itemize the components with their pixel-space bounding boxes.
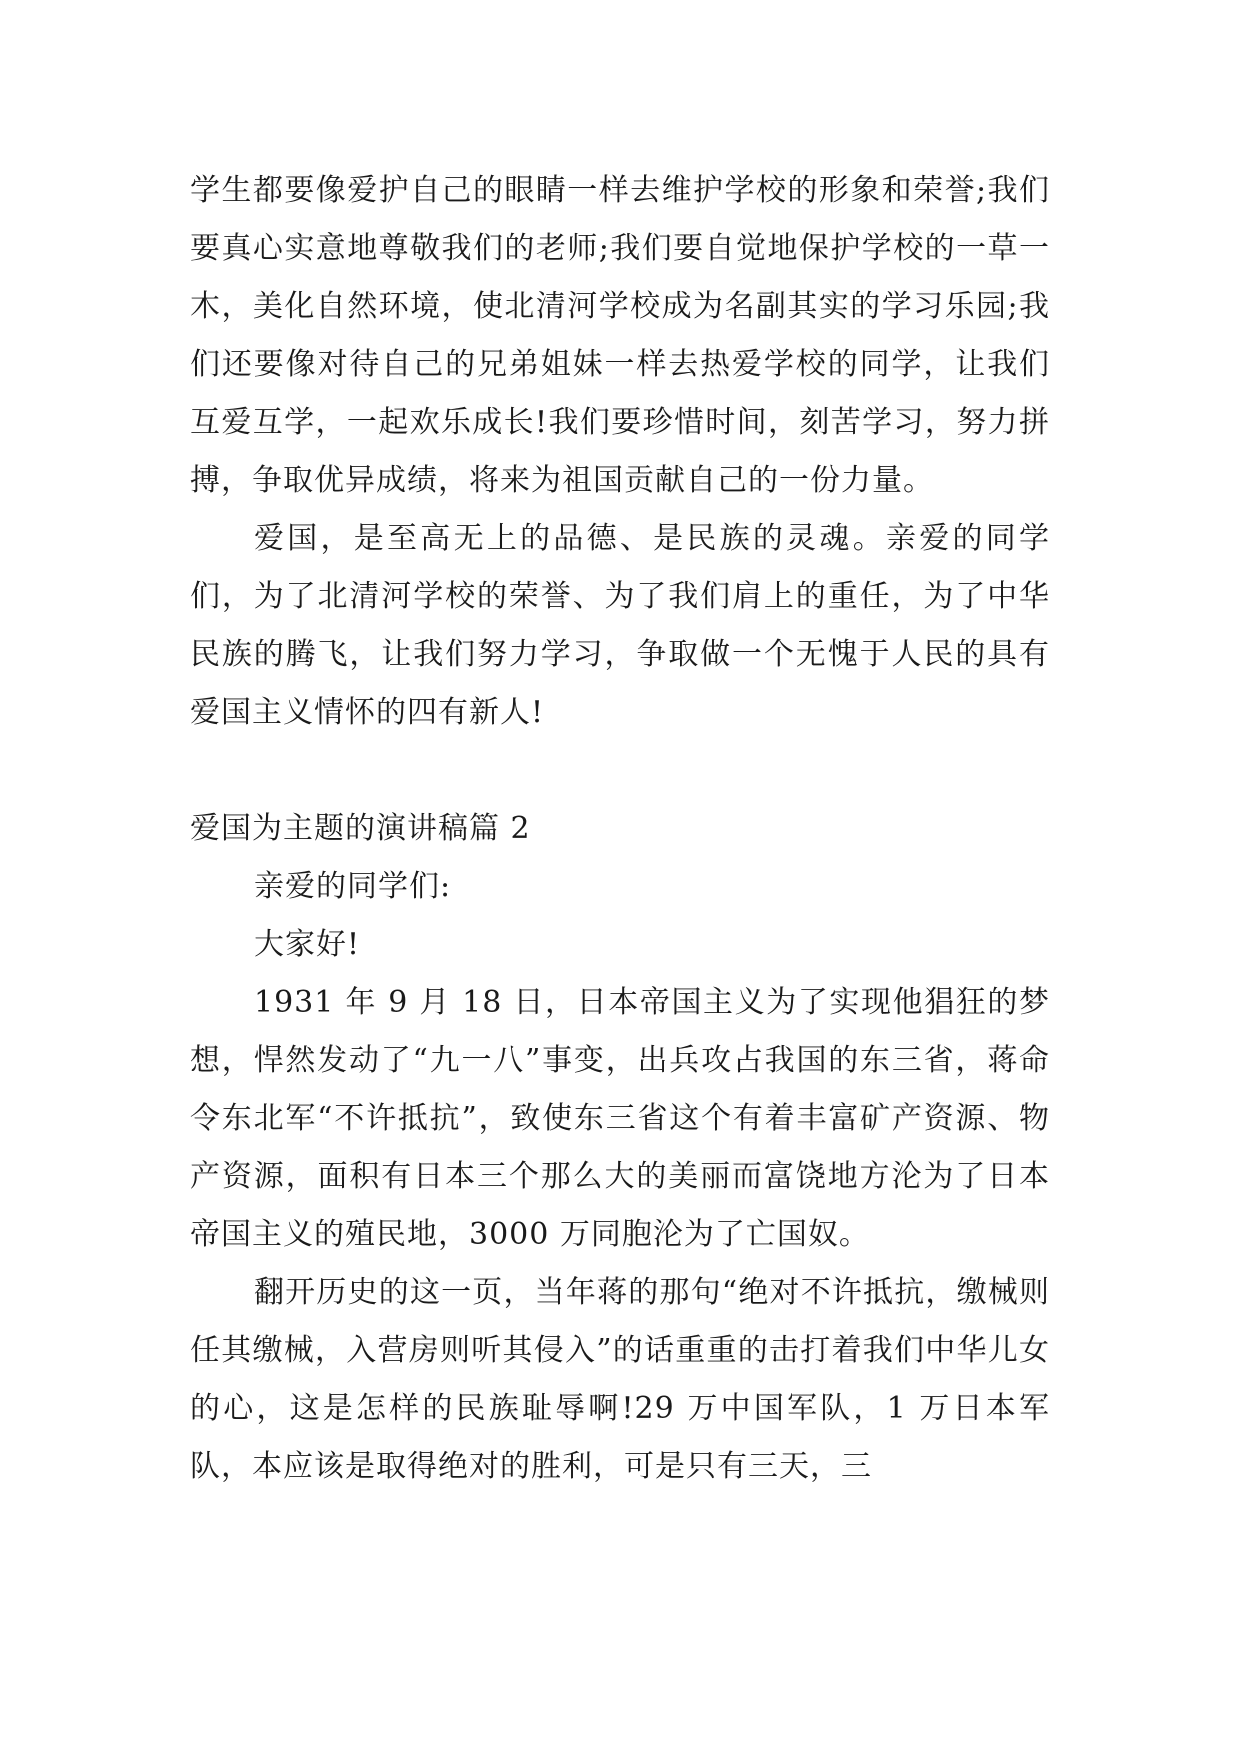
paragraph-greeting: 大家好!	[254, 927, 361, 962]
paragraph-history: 1931 年 9 月 18 日，日本帝国主义为了实现他猖狂的梦想，悍然发动了“九一八”事变，出兵攻占我国的东三省，蒋命令东北军“不许抵抗”，致使东三省这个有着丰富矿产资源、物产资源，面积有日本三个那么大的美丽而富饶地方沦为了日本帝国主义的殖民地，3000 万同胞沦为了亡国奴。	[190, 985, 1050, 1252]
paragraph-greeting-salutation: 亲爱的同学们:	[254, 869, 452, 904]
paragraph-patriotism: 爱国，是至高无上的品德、是民族的灵魂。亲爱的同学们，为了北清河学校的荣誉、为了我们肩上的重任，为了中华民族的腾飞，让我们努力学习，争取做一个无愧于人民的具有爱国主义情怀的四有新人!	[190, 521, 1050, 730]
document-body	[190, 162, 1050, 1496]
section-heading: 爱国为主题的演讲稿篇 2	[190, 811, 531, 846]
paragraph-continued: 学生都要像爱护自己的眼睛一样去维护学校的形象和荣誉;我们要真心实意地尊敬我们的老师;我们要自觉地保护学校的一草一木，美化自然环境，使北清河学校成为名副其实的学习乐园;我们还要像对待自己的兄弟姐妹一样去热爱学校的同学，让我们互爱互学，一起欢乐成长!我们要珍惜时间，刻苦学习，努力拼搏，争取优异成绩，将来为祖国贡献自己的一份力量。	[190, 173, 1050, 498]
paragraph-history-reflection: 翻开历史的这一页，当年蒋的那句“绝对不许抵抗，缴械则任其缴械，入营房则听其侵入”的话重重的击打着我们中华儿女的心，这是怎样的民族耻辱啊!29 万中国军队，1 万日本军队，本应该是取得绝对的胜利，可是只有三天，三	[190, 1275, 1050, 1484]
